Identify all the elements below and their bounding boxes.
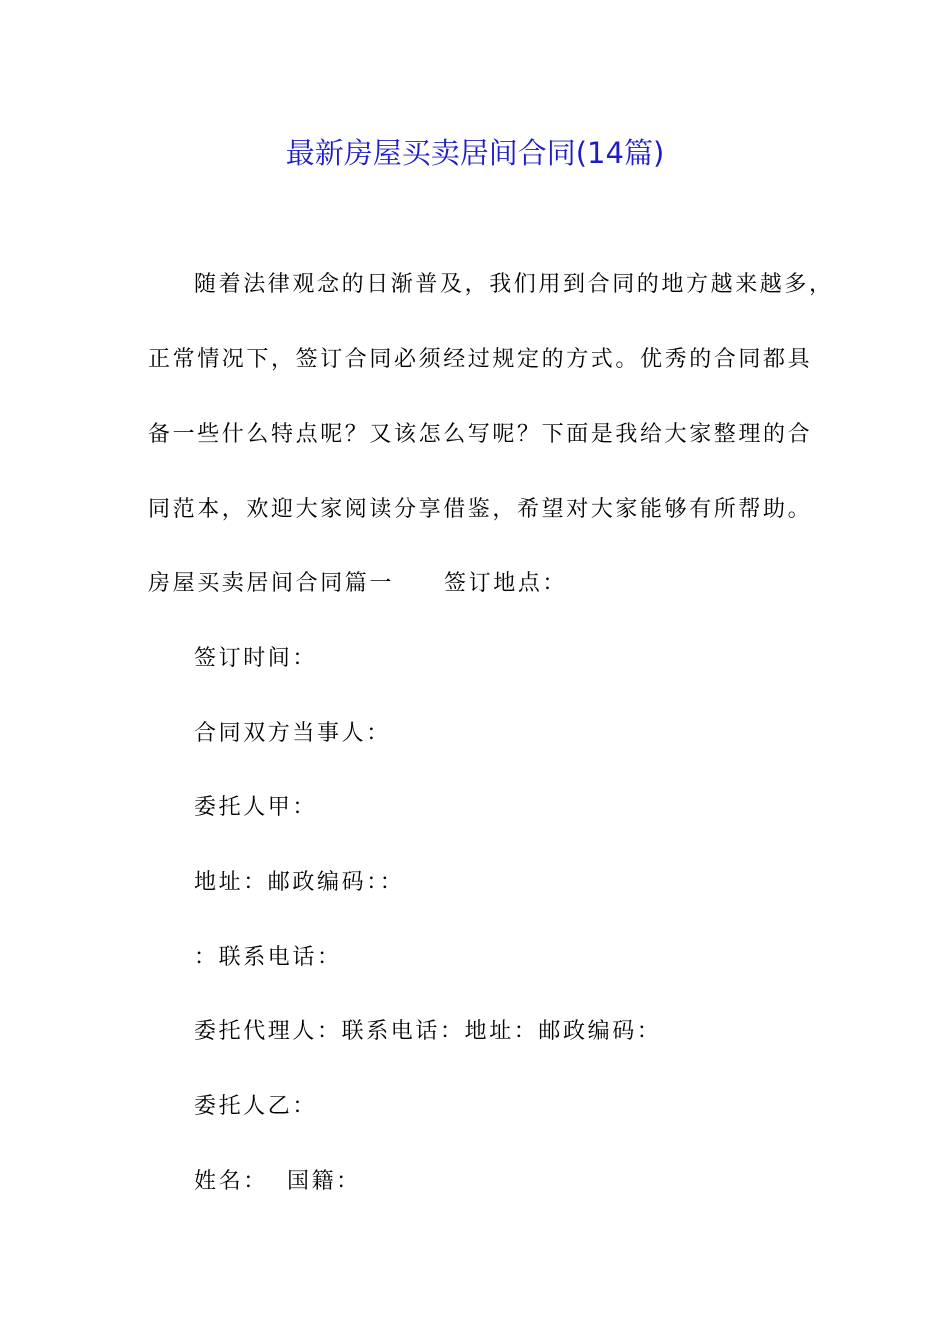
intro-line-2: 正常情况下，签订合同必须经过规定的方式。优秀的合同都具 xyxy=(148,347,813,372)
field-agent: 委托代理人：联系电话：地址：邮政编码： xyxy=(194,1019,662,1044)
section-heading-row xyxy=(148,564,567,604)
field-client-a: 委托人甲： xyxy=(194,795,318,820)
intro-line-3: 备一些什么特点呢？又该怎么写呢？下面是我给大家整理的合 xyxy=(148,422,813,447)
field-address-postcode: 地址：邮政编码：： xyxy=(194,870,405,895)
intro-line-1: 随着法律观念的日渐普及，我们用到合同的地方越来越多， xyxy=(194,272,834,297)
signing-place-label: 签订地点： xyxy=(444,571,568,596)
field-signing-time: 签订时间： xyxy=(194,646,318,671)
field-client-b: 委托人乙： xyxy=(194,1094,318,1119)
field-parties: 合同双方当事人： xyxy=(194,721,391,746)
field-phone: ：联系电话： xyxy=(194,945,342,970)
field-name-nationality: 姓名： 国籍： xyxy=(194,1169,361,1194)
section-heading: 房屋买卖居间合同篇一 xyxy=(148,571,395,596)
document-title: 最新房屋买卖居间合同(14篇) xyxy=(285,136,665,170)
intro-line-4: 同范本，欢迎大家阅读分享借鉴，希望对大家能够有所帮助。 xyxy=(148,497,813,522)
